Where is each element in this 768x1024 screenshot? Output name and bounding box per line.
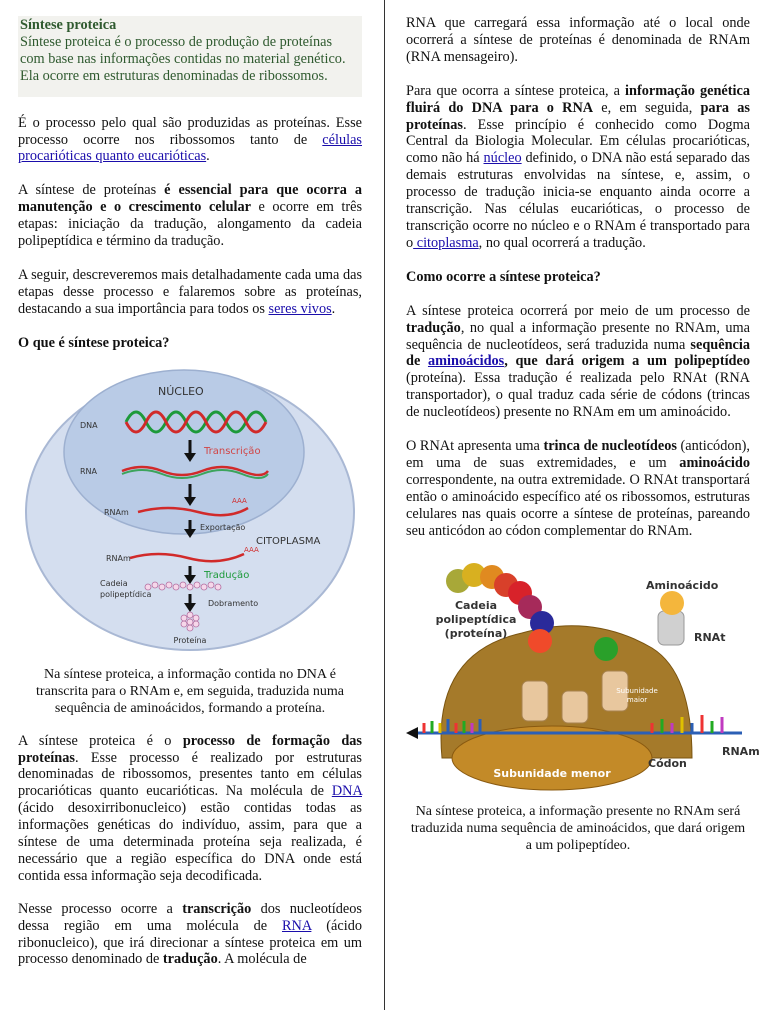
label-transcricao: Transcrição (204, 445, 261, 457)
label-rnam: RNAm (722, 745, 760, 759)
mrna-direction-arrow (406, 727, 418, 739)
link-nucleo[interactable]: núcleo (483, 150, 522, 167)
paragraph-3: A seguir, descreveremos mais detalhadamente cada uma das etapas desse processo e falaremos sobre as proteínas, destacando a sua importância para todos os seres vivos. (18, 266, 363, 317)
label-nucleo: NÚCLEO (158, 384, 204, 398)
intro-callout (18, 16, 362, 97)
label-subunidade-maior-1: Subunidade (616, 687, 658, 696)
label-traducao: Tradução (204, 569, 250, 581)
paragraph-r1: RNA que carregará essa informação até o local onde ocorrerá a síntese de proteínas é denominada de RNAm (RNA mensageiro). (406, 15, 750, 65)
paragraph-r2: Para que ocorra a síntese proteica, a informação genética fluirá do DNA para o RNA e, em seguida, para as proteínas. Esse princípio é conhecido como Dogma Central da Biologia Molecular. Em células procarióticas, como não há núcleo definido, o DNA não está separado das demais estruturas envolvidas na síntese, e, assim, o processo de tradução inicia-se enquanto ainda ocorre a transcrição. Nas células eucarióticas, o processo de transcrição ocorre no núcleo e o RNAm é transportado para o citoplasma, no qual ocorrerá a tradução. (406, 82, 750, 251)
paragraph-2: A síntese de proteínas é essencial para que ocorra a manutenção e o crescimento celular e ocorre em três etapas: iniciação da tradução, alongamento da cadeia polipeptídica e término da tradução. (18, 182, 363, 250)
paragraph-r4: O RNAt apresenta uma trinca de nucleotídeos (anticódon), em uma de suas extremidades, e um aminoácido correspondente, na outra extremidade. O RNAt transportará então o aminoácido específico até os ribossomos, estruturas celulares nas quais ocorre a síntese de proteínas, pareando seu anticódon ao códon complementar do RNAm. (406, 438, 750, 539)
left-column (18, 0, 362, 968)
label-rnat: RNAt (694, 631, 726, 645)
free-trna (658, 591, 684, 645)
link-seres-vivos[interactable]: seres vivos (268, 300, 332, 317)
label-codon: Códon (648, 757, 687, 771)
link-dna[interactable]: DNA (331, 783, 362, 800)
link-aminoacidos[interactable]: aminoácidos (427, 353, 505, 370)
label-aaa-2: AAA (244, 545, 259, 554)
label-subunidade-menor: Subunidade menor (493, 767, 611, 781)
label-rnam-1: RNAm (104, 507, 129, 517)
label-exportacao: Exportação (200, 522, 246, 532)
label-subunidade-maior-2: maior (626, 696, 648, 705)
figure-caption-2: Na síntese proteica, a informação presente no RNAm será traduzida numa sequência de aminoácidos, que dará origem a um polipeptídeo. (410, 804, 746, 854)
link-celulas[interactable]: células procarióticas quanto eucarióticas (18, 131, 362, 165)
label-rnam-2: RNAm (106, 553, 131, 563)
callout-text: Síntese proteica é o processo de produção de proteínas com base nas informações contidas no material genético. Ela ocorre em estruturas denominadas de ribossomos. (20, 33, 346, 84)
figure-caption-1: Na síntese proteica, a informação contida no DNA é transcrita para o RNAm e, em seguida, traduzida numa sequência de aminoácidos, formando a proteína. (36, 666, 344, 716)
small-subunit (452, 726, 652, 790)
label-cadeia-3: (proteína) (444, 627, 508, 641)
label-dna: DNA (80, 420, 98, 430)
ribosome-translation-diagram (402, 553, 762, 803)
label-aaa-1: AAA (232, 496, 247, 505)
label-rna: RNA (80, 466, 98, 476)
label-cadeia-1: Cadeia (100, 578, 128, 588)
label-aminoacido: Aminoácido (646, 579, 719, 593)
heading-o-que-e: O que é síntese proteica? (18, 334, 170, 351)
protein-synthesis-cell-diagram (18, 362, 362, 652)
link-rna[interactable]: RNA (281, 917, 312, 934)
column-divider (384, 0, 385, 1010)
callout-title: Síntese proteica (20, 17, 117, 33)
label-proteina: Proteína (173, 635, 207, 645)
paragraph-4: A síntese proteica é o processo de formação das proteínas. Esse processo é realizado por estruturas denominadas de ribossomos, presentes tanto em células procarióticas quanto eucarióticas. Na molécula de DNA (ácido desoxirribonucleico) estão contidas todas as informações genéticas do indivíduo, assim, para que a síntese de uma determinada proteína seja realizada, é necessário que a região específica do DNA onde está contida essa informação seja decodificada. (18, 732, 362, 884)
right-column (406, 0, 760, 854)
paragraph-1: É o processo pelo qual são produzidas as proteínas. Esse processo ocorre nos ribossomos tanto de células procarióticas quanto eucarióticas. (18, 114, 362, 165)
label-citoplasma: CITOPLASMA (256, 535, 321, 547)
label-cadeia-1: Cadeia (454, 599, 498, 613)
heading-como-ocorre: Como ocorre a síntese proteica? (406, 268, 601, 285)
paragraph-5: Nesse processo ocorre a transcrição dos nucleotídeos dessa região em uma molécula de RNA (ácido ribonucleico), que irá direcionar a síntese proteica em um processo denominado de tradução. A molécula de (18, 900, 362, 968)
label-cadeia-2: polipeptídica (435, 613, 517, 627)
paragraph-r3: A síntese proteica ocorrerá por meio de um processo de tradução, no qual a informação presente no RNAm, uma sequência de nucleotídeos, será traduzida numa sequência de aminoácidos, que dará origem a um polipeptídeo (proteína). Essa tradução é realizada pelo RNAt (RNA transportador), o qual traduz cada série de códons (trincas de nucleotídeos) presente no RNAm em um aminoácido. (406, 302, 750, 421)
label-dobramento: Dobramento (208, 598, 259, 608)
label-cadeia-2: polipeptídica (100, 589, 152, 599)
link-citoplasma[interactable]: citoplasma (413, 234, 479, 251)
